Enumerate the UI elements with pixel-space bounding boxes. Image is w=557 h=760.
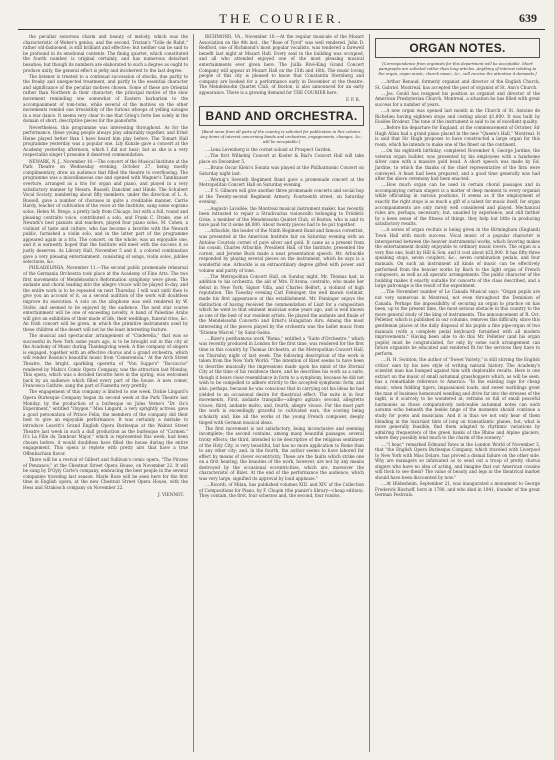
article-paragraph: ....At Hildesheim, September 21, was inaugurated a monument to George Frederick Bischoff, born in 1780, and who died in 1841, founder of the great German Festivals. xyxy=(375,481,540,498)
article-paragraph: The listener is treated to a continual succession of shocks, due partly to the freaky and unexpected treatment, and partly to the essential character and significance of the peculiar motives chosen. Some of these are Oriental rather than Northern in their character; the principal motive of the slow movement reminding one somewhat of Eastern barbarism to the accompaniment of tom-toms, while several of the motives on the other movements remind one irresistibly of the furious whoops of yelling savages in a war dance. It seems very clear to me that Grieg's forte lies solely in the domain of short, descriptive pieces for the pianoforte. xyxy=(23,73,188,124)
col1-body xyxy=(23,34,188,491)
article-paragraph: ....Jos. Gould has resigned his position as organist and director of the American Presbyterian Church, Montreal, a situation he has filled with great success for a number of years. xyxy=(375,90,540,107)
article-paragraph: ....The November number of Le Canada Musical says: "Organ pupils are not very numerous in Montreal, not even throughout the Dominion of Canada. Perhaps the impossibility of securing an organ to practice on has been, up to the present time, the most serious obstacle in this country to the more general study of the king of instruments. The announcement of R. Oct. Pelletier, which is published in our columns, removes this difficulty, since this gentleman places at the daily disposal of his pupils a fine pipe-organ of two manuals (with a complete pedal keyboard) furnished with all modern improvements." Having been able to do this Mr. Pelletier (and his organ pupils) must be congratulated, for only by some such arrangement can future organists be educated and rendered fit for the services they have to perform. xyxy=(375,289,540,356)
article-paragraph: ....Ricordi, of Milan, has published volumes XIII. and XIV. of the Collection of Compositions for Piano, by F. Chopin (the pianist's library—cheap edition). They contain, the first, four scherzos and, the second, four rondos. xyxy=(199,482,364,499)
article-paragraph: ....H. H. Swinton, the author of "Sweet Variety," is still stirring the English critics' ears by his new style of writing natural history. The Academy's scientist man has bumped against him with deplorable results. Here is one extract on the music of small autumnal grasshoppers which, as will be seen, has a remarkable reference to America: "In the existing rage for cheap music, when fiddling tigers, impassioned toads, and sweet warblings greet the man of business homeward wending and drive far into the stresses of the night, is it scarcely to be wondered at, refrains so full of small peaceful harmonies as those comparatively noticeable autumnal notes can each autumn echo beneath the feeble tinge of the moments should continue a study for poets and musicians. And it is thus we not only hear of them blending in the luxuriant tints of long on transatlantic planes, but, what is more generally feasible, find them adapted to rhythmic variations by admiring frequenters of the green banks of the Rhine and Alpine glaciers, where they possibly lend much to the charm of the scenery." xyxy=(375,357,540,441)
article-paragraph: The first movement is not satisfactory, being inconclusive and seeming incomplete; the second contains, among many beautiful passages, several tricky effects; the third, intended to be descriptive of the religious sentiment of the Holy City, is very beautiful, but has no more application to Rome than to any other city; and, in the fourth, the author seems to have labored for effect by means of clever eccentricity. These are the faults which strike one on a first hearing; the beauties of the work, however, are not by any means destroyed by the occasional eccentricities, which are, moreover the characteristic of Bizet. At the end of the performance the audience, which was very large, signified its approval by loud applause." xyxy=(199,425,364,482)
article-paragraph: ....Wernig's Seventh Regiment Band gave a promenade concert at the Metropolitan Concert Hall on Saturday evening. xyxy=(199,176,364,188)
article-paragraph: ....Bruno Oscar Klein's Sonata was played at the Philharmonic Concert on Saturday night last. xyxy=(199,164,364,176)
article-paragraph: the peculiar sonorous charm and beauty of melody, which was the characteristic of Weber's genius, and the second, Tristan's "Tolle de Rabit," rather old-fashioned, is still brilliant and effective; but neither can be said to be profound in its emotional contents. The fining quartet, which constituted the fourth number, is original certainly, and has numerous detached beauties; but though its numbers are elaborated to such a degree as ought to produce unity, the general effect is jerky and incoherent to the last degree. xyxy=(23,34,188,73)
article-paragraph: PHILADELPHIA, November 11.—The second public promenade rehearsal of the Germania Orchestra took place at the Academy of Fine Arts. The two first movements of Mendelssohn's Reformation symphony were given. The andante and choral leading into the allegro vivace will be played to-day, and the entire work is to be repeated on next Thursday. I will wait until then to give you an account of it, as a second audition of the work will doubtless improve its execution. A solo on the xilophone was well rendered by W. Stolte, and seemed to be enjoyed by the audience. The next star course entertainment will be one of exceeding novelty. A band of Palestine Arabs will give an exhibition of their mode of life, their weddings, funeral rites, &c. An Irish concert will be given, in which the primitive instruments used by these children of the desert will not be the least interesting feature. xyxy=(23,265,188,332)
col2-body xyxy=(199,147,364,499)
article-paragraph: ....Arthur Renaud, formerly organist and director of the English Church, St. Gabriel, Montreal, has accepted the post of organist of St. Ann's Church. xyxy=(375,79,540,90)
article-paragraph: There will be a revival of Gilbert and Sullivan's comic opera, "The Pirates of Penzance," at the Chestnut Street Opera House, on November 22. It will be sung by D'Oyly Carte's company, embracing the best people in the several companies traveling last season. Marie Roze will be seen here for the first time in English opera, at the new Chestnut Street Opera House, with the Hess and Strakosch company on November 22. xyxy=(23,457,188,490)
article-paragraph: ....A new organ was opened last month in the Church of St. Antoine de Richelieu having eighteen stops and costing about $1,800. It was built by Eusèbe Brodeur. The tone of the instrument is said to be of excellent quality. xyxy=(375,107,540,125)
article-paragraph: ....Bizet's posthumous work "Roma," entitled a "Suite d'Orchestre," which was recently produced in London for the first time, was rendered for the first time in this country by Thomas Orchestra, at the Metropolitan Concert Hall, on Thursday night of last week. The following description of the work is taken from the New York World: "The intention of Bizet seems to have been to describe musically the impressions made upon his mind of the Eternal City at the time of his residence there, and he describes his work as a suite, though it bears close resemblance in form to a symphony, because he did not wish to be compelled to adhere strictly to the accepted symphonic form, and also, perhaps, because he was conscious that in carrying out his ideas he had yielded to an occasional desire for theatrical effect. The suite is in four movements. First, andante tranquillo—allegro agitato; second, allegretto vivace; third, andante molto, and, fourth, allegro vivace. For the most part the work is exceedingly graceful to cultivated ears, the scoring being scholarly and, like all the works of the young French composer, deeply tinged with German musical ideas. xyxy=(199,335,364,425)
article-paragraph: ....How much organ can be used in certain choral passages and in accompanying certain singers is a matter of deep moment to every organist while officiating in various positions. It seems as if the employment of exactly the right stops is as much a gift of a talent for music itself, for organ accompaniments are only rarely well considered and played. Mechanical rules are, perhaps, necessary; but, unaided by experience, and still farther by a keen sense of the fitness of things, they help but little in producing satisfactory results. xyxy=(375,182,540,227)
article-paragraph: RICHMOND, VA., November 10.—At the regular musicale of the Mozart Association on the 4th inst., the "Rose of Tyrol" was well rendered. John D. Redford, one of Richmond's most popular vocalists, was tendered a farewell benefit last night at Mozart Hall. Every seat in the building was occupied, and all who attended enjoyed one of the most pleasing musical entertainments ever given here. The Juilla Rivé-King Grand Concert Company will appear at Mozart Hall on the 15th and 16th. The music loving people of this city is pleased to know that Constantin Sternberg and company are booked for a performance early in December at the theatre. The Mendelssohn Quartet Club, of Boston, is also announced for an early appearance. There is a growing demand for THE COURIER here. xyxy=(199,34,364,95)
article-paragraph: NEWARK, N. J., November 10.—The concert of the Musical Institute at the Park Theatre on Wednesday evening, October 27, being mostly complimentary, drew an audience that filled the theatre to overflowing. The programme was a miscellaneous one and opened with Wagner's Tannhauser overture, arranged as a trio for organ and piano, and played in a very satisfactory manner by Messrs. Russell, Danckler and Hinds. The Schubert Vocal Society, numbering about fifty members, under the direction of L. A. Russell, gave a number of choruses in quite a creditable manner. Carrie Hardy, teacher of cultivation of the voice at the Institute, sang some soprano solos. Helen M. Brego, a pretty lady from Chicago, but with a full, round and pleasing contralto voice, contributed a solo, and Frank C. Drake, one of Newark's best pianists and teachers, played four piano solos. M. Cohen, a violinist of taste and culture, who has become a favorite with the Newark public, furnished a violin solo, and in the latter part of the programme appeared again in a trio. The concert, on the whole, was an enjoyable one, and it is earnestly hoped that the Institute will meet with the success it so justly deserves. As Library Hall, November 5 and 6, a colored combination gave a very pleasing entertainment, consisting of songs, violin solos, jubilee selections, &c. xyxy=(23,158,188,265)
band-orchestra-note: [Band news from all parts of the country is solicited for publication in this column. Any items of interest concerning bands and orchestras, engagements, changes, &c., will be acceptable.] xyxy=(200,129,363,145)
col1-signature: J. VIENNOT. xyxy=(157,491,184,497)
article-paragraph: ....The Metropolitan Concert Hall, on Sunday night, Mr. Thomas had, in addition to his orchestra, the aid of Mrs. D'Arona, contralto, who made her debut in New York; Signor Villa, and Charles Belfort, a violinist of high reputation. The Tuesday evening Carl Feininger, the well known violinist, made his first appearance at this establishment. Mr. Feininger enjoys the distinction of having received the commendation of Liszt for a composition which he went to that eminent musician some years ago, and is well known as one of the best of our resident artists. He played the andante and finale of the Mendelssohn Concerto and Ernst's Hungarian Airs. Among the most interesting of the pieces played by the orchestra was the ballet music from "Etienne Marcel," by Saint-Saëns. xyxy=(199,273,364,335)
article-paragraph: ...."I hear," remarked Edmund Yates in the London World of November 3, that "the English Opera Burlesque Company, which traveled with Liverpool to New York with Miss Dolaro, has proved a dismal failure on the other side. Why are managers so infatuated as to send out a troop of pretty chorus singers who have no idea of acting, and imagine that our American cousins will flock to see them? The value of beauty and legs in the theatrical market should have been discounted by now." xyxy=(375,441,540,481)
article-paragraph: ....The first Wilhelmj Concert at Koster & Bial's Concert Hall will take place on December 5. xyxy=(199,153,364,164)
organ-notes-heading-box xyxy=(375,38,540,58)
article-paragraph: ....P. S. Gilmore will give another three promenade concerts and social hop at the Twenty-second Regiment Armory, Fourteenth street, on Saturday evening. xyxy=(199,188,364,205)
article-columns xyxy=(18,34,545,752)
col2-intro-signature: F. P. B. xyxy=(346,96,360,102)
column-1 xyxy=(18,34,193,752)
article-paragraph: The engagement of this company is limited to one week. Dickie Lingard's Opera Burlesque Company began its second week at the Park Theatre last Monday, by the production of a burlesque on Jules Verne's "Dr. Ox's Experiment," entitled "Oxygen." Miss Lingard, a very sprightly actress, gave a good personation of Prince Felix; the members of the company did their best to give an enjoyable performance. It was certainly a mistake to introduce Leavitt's Grand English Opera Burlesque at the Walnut Street Theatre last week in such a dull production as the burlesque of "Carmen." It's La Fille du Tambour Major," which is represented this week, had been chosen before, it would doubtless have filled the house during the entire engagement. This opera is replete with pretty airs that have a true Offenbachian flavor. xyxy=(23,389,188,456)
article-paragraph: ....Before his departure for England, at the commencement of October, Sir Hugh Allan had a grand piano placed in the new "Queen's Hall," Montreal. It is said that Sir Hugh proposes to have constructed a large organ for this room, which he intends to make one of the finest on the continent. xyxy=(375,125,540,148)
article-paragraph: ....A series of organ recitals is being given in the Birmingham (England) Town Hall with much success. Vocal music of a popular character is interspersed between the heavier instrumental works, which favoring makes the entertainment doubly enjoyable to ordinary music lovers. The organ is a very fine one, built by Hill & Son, and it cost about $25,000. It has fifty-three speaking stops, seven couplers, &c., seven combination pedals, and four manuals. On such an instrument all kinds of music can be effectively performed from the heavier works by Bach to the light organ of French composers, as well as all operatic arrangements. The public character of the building makes it exactly suitable for concerts of the class described, and a large patronage is the result of the experiment. xyxy=(375,227,540,289)
masthead xyxy=(18,10,545,30)
newspaper-title: THE COURIER. xyxy=(219,11,344,26)
article-paragraph: ....Arbuckle, the leader of the Ninth Regiment Band and famous cornettist, was presented at the American Institute fair on Saturday evening with an Antoine Courtois cornet of pure silver and gold. It came as a present from his cousin, Charles Arbuckle, President Hall, of the Institute, presented the cornet, and Jerome Buck made a neat presentation speech. Mr. Arbuckle responded by playing several pieces on the instrument, which he says is a wonderful one. Arbuckle is an extraordinary degree gifted with power and volume and purity of tone. xyxy=(199,228,365,273)
column-2 xyxy=(193,34,369,752)
article-paragraph: ....Augusto Lavallée, the Montreal musical instrument maker, has recently been intrusted to repair a Stradivarius violoncello belonging to Frédéric Grise, a member of the Mendelssohn Quintet Club, of Boston, who is said to have paid for it some $6,000. About twenty pieces had to be put together. xyxy=(199,205,364,228)
article-paragraph: Nevertheless, this programme was interesting throughout. As for the performance, these young people always play admirably together, and Ernst Heine played better than I have heard him play before. The Tomart Hall programme yesterday was a popular one. Lily Kunzle gave a concert at the Academy yesterday afternoon, which I did not hear; but as she is a very respectable singer I presume it deserved commendation. xyxy=(23,124,188,158)
page-number: 639 xyxy=(519,11,537,25)
article-paragraph: ....On his eightieth birthday, completed November 8, George Jardine, the veteran organ builder, was presented by his employees with a handsome silver cane with a massive gold head. A short speech was made by Ed. Jardine, to which the thanks of the chief representative of the firm were conveyed. A feast had been prepared, and a good time generally was had after the above ceremony had been enacted. xyxy=(375,148,540,182)
article-paragraph: The musical and spectacular arrangement of "Cinderella," that was so successful in New York some years ago, is to be brought out in this city at the Academy of Music during Thanksgiving week. A fine company of singers is engaged, together with an effective chorus and a grand orchestra, which will render Rossini's beautiful music from "Cenerentola." At the Arch Street Theatre, the bright, sparkling operetta of "Von Suppe's" "Boccaccio" rendered by Mahn's Comic Opera Company, was the attraction last Monday. This opera, which was a decided favorite here in the spring, was welcomed back by an audience which filled every part of the house. A new comer, Francesca Guthrie, sang the part of Fiametta very prettily. xyxy=(23,332,188,389)
organ-notes-heading: ORGAN NOTES. xyxy=(409,41,506,55)
organ-notes-note: [Correspondence from organists for this department will be acceptable. Short paragraphs are solicited rather than long articles. Anything of interest relating to the organ, organ music, church music, &c., will receive the attention it demands.] xyxy=(378,61,537,76)
band-orchestra-heading: BAND AND ORCHESTRA. xyxy=(205,109,358,124)
article-paragraph: ....Lena Levenberg is the cornet soloist at Prospect Garden. xyxy=(205,147,332,153)
column-3 xyxy=(369,34,545,752)
col3-body xyxy=(375,79,540,498)
col2-intro xyxy=(199,34,364,96)
band-orchestra-heading-box xyxy=(199,106,364,126)
